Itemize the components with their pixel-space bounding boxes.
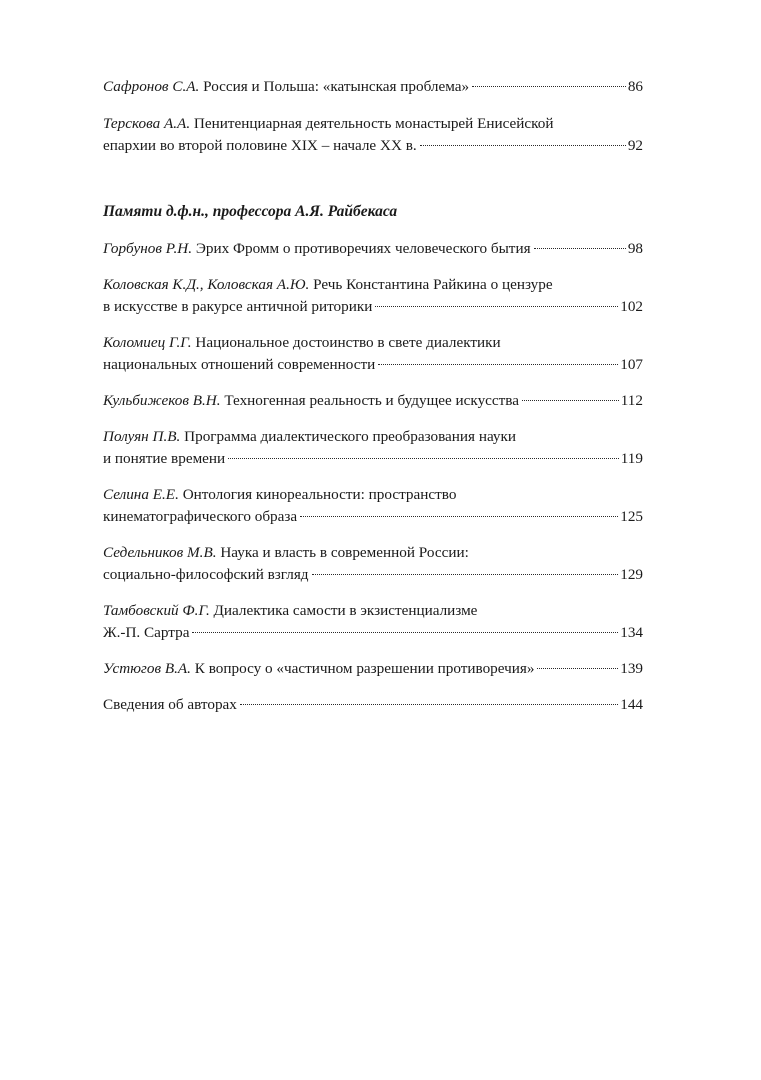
toc-entry-title-cont: национальных отношений современности <box>103 356 376 373</box>
toc-entry-title: Россия и Польша: «катынская проблема» <box>203 78 470 95</box>
toc-page-number: 112 <box>620 392 643 409</box>
toc-entry <box>103 76 643 98</box>
toc-entry <box>103 390 643 412</box>
toc-entry-title: Национальное достоинство в свете диалектики <box>195 334 501 351</box>
section-heading: Памяти д.ф.н., профессора А.Я. Райбекаса <box>103 203 398 220</box>
toc-entry-line <box>103 426 643 448</box>
dot-leader <box>192 632 618 633</box>
toc-page-number: 134 <box>620 624 643 641</box>
dot-leader <box>228 458 619 459</box>
toc-entry-author: Кульбижеков В.Н. <box>103 392 221 409</box>
dot-leader <box>378 364 618 365</box>
dot-leader <box>537 668 618 669</box>
dot-leader <box>420 145 626 146</box>
toc-entry-author: Устюгов В.А. <box>103 660 191 677</box>
toc-entry-title: Диалектика самости в экзистенциализме <box>213 602 478 619</box>
dot-leader <box>300 516 618 517</box>
toc-entry-title: Речь Константина Райкина о цензуре <box>313 276 553 293</box>
toc-entry-title-cont: Ж.-П. Сартра <box>103 624 190 641</box>
toc-entry-title-cont: социально-философский взгляд <box>103 566 309 583</box>
dot-leader <box>522 400 619 401</box>
toc-page-number: 107 <box>620 356 643 373</box>
toc-entry-title-cont: епархии во второй половине XIX – начале XX в. <box>103 137 417 154</box>
toc-entry <box>103 426 643 470</box>
toc-entry-title-cont: в искусстве в ракурсе античной риторики <box>103 298 373 315</box>
toc-entry-author: Селина Е.Е. <box>103 486 179 503</box>
toc-entry-title: Наука и власть в современной России: <box>220 544 469 561</box>
toc-entry-line <box>103 542 643 564</box>
toc-entry-title: Программа диалектического преобразования науки <box>184 428 517 445</box>
toc-entry-text <box>103 76 469 98</box>
toc-entry <box>103 274 643 318</box>
toc-entry-line <box>103 600 643 622</box>
toc-page-number: 98 <box>627 240 643 257</box>
toc-entry-title: Пенитенциарная деятельность монастырей Енисейской <box>193 115 554 132</box>
toc-entry-author: Коловская К.Д., Коловская А.Ю. <box>103 276 310 293</box>
toc-entry-line <box>103 484 643 506</box>
toc-entry <box>103 658 643 680</box>
toc-entry-text <box>103 390 519 412</box>
toc-page-number: 119 <box>620 450 643 467</box>
toc-entry-title-cont: и понятие времени <box>103 450 226 467</box>
dot-leader <box>534 248 626 249</box>
toc-entry-author: Коломиец Г.Г. <box>103 334 192 351</box>
toc-entry <box>103 332 643 376</box>
toc-entry-title: Онтология кинореальности: пространство <box>182 486 457 503</box>
toc-entry-title-cont: кинематографического образа <box>103 508 298 525</box>
toc-page-number: 92 <box>627 137 643 154</box>
toc-entry-line <box>103 274 643 296</box>
table-of-contents <box>103 76 643 716</box>
toc-entry-author: Полуян П.В. <box>103 428 181 445</box>
toc-entry-title: Эрих Фромм о противоречиях человеческого бытия <box>195 240 531 257</box>
toc-entry-title: К вопросу о «частичном разрешении противоречия» <box>194 660 535 677</box>
toc-entry-text <box>103 238 531 260</box>
dot-leader <box>240 704 618 705</box>
dot-leader <box>472 86 626 87</box>
toc-entry <box>103 113 643 157</box>
toc-entry-author: Седельников М.В. <box>103 544 217 561</box>
toc-entry-author: Сафронов С.А. <box>103 78 200 95</box>
dot-leader <box>312 574 619 575</box>
toc-entry <box>103 542 643 586</box>
toc-entry-author: Тамбовский Ф.Г. <box>103 602 210 619</box>
toc-entry <box>103 694 643 716</box>
toc-page-number: 102 <box>620 298 643 315</box>
toc-entry-line <box>103 113 643 135</box>
toc-entry-title: Сведения об авторах <box>103 696 237 713</box>
toc-entry <box>103 484 643 528</box>
dot-leader <box>375 306 618 307</box>
toc-page-number: 139 <box>620 660 643 677</box>
toc-page-number: 86 <box>627 78 643 95</box>
toc-entry-text <box>103 658 534 680</box>
toc-entry-title: Техногенная реальность и будущее искусства <box>224 392 520 409</box>
toc-entry <box>103 238 643 260</box>
toc-page-number: 129 <box>620 566 643 583</box>
toc-entry-line <box>103 332 643 354</box>
toc-page-number: 125 <box>620 508 643 525</box>
toc-entry-author: Горбунов Р.Н. <box>103 240 193 257</box>
toc-page-number: 144 <box>620 696 643 713</box>
toc-entry <box>103 600 643 644</box>
toc-entry-author: Терскова А.А. <box>103 115 191 132</box>
